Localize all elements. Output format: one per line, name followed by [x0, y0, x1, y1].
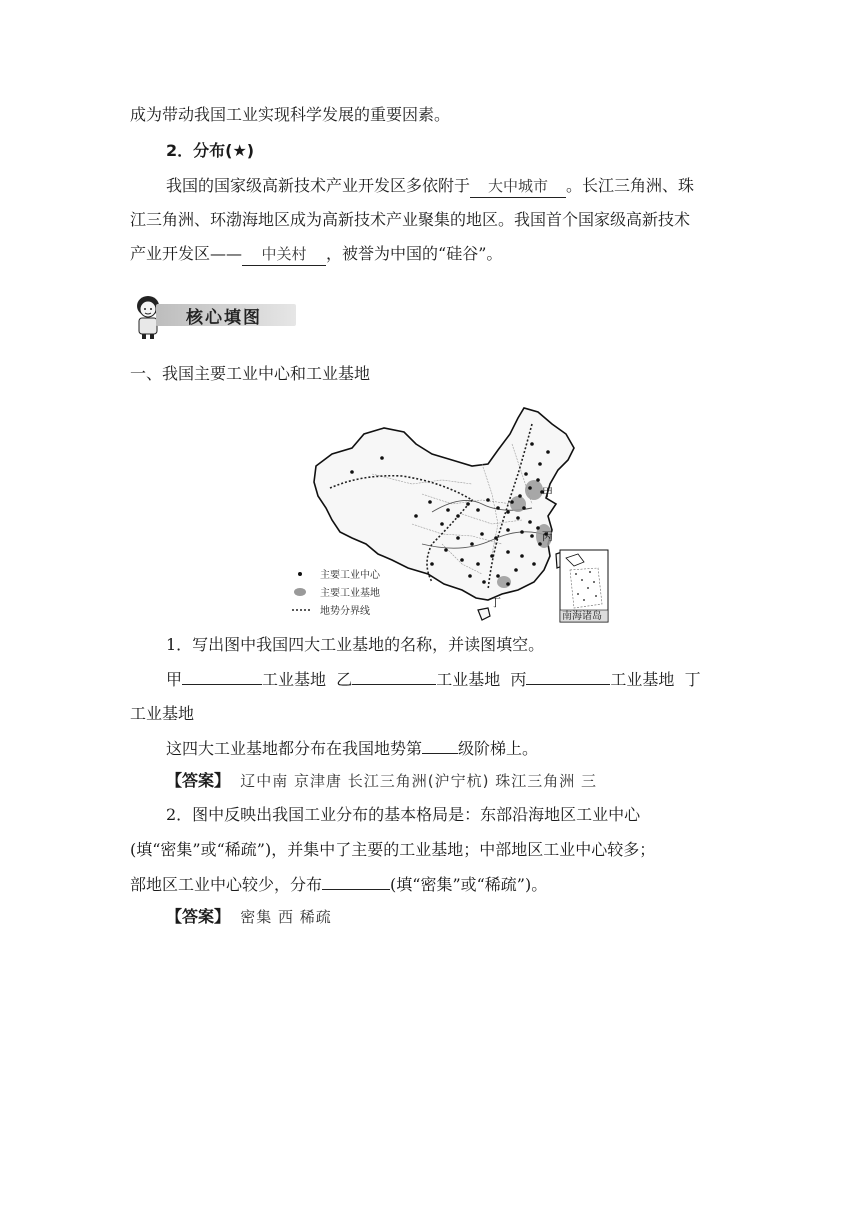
text: ，被誉为中国的“硅谷”。 [326, 244, 503, 263]
question-2-answer [166, 906, 332, 928]
label-jia: 甲 [542, 486, 553, 499]
answer-label: 【答案】 [166, 907, 231, 926]
label-bing: 丙 [510, 670, 527, 689]
base-jia [525, 480, 543, 500]
blank-steps[interactable] [422, 737, 458, 754]
question-1-prompt: 1．写出图中我国四大工业基地的名称，并读图填空。 [166, 635, 545, 654]
label-jia: 甲 [166, 670, 183, 689]
legend-item-boundary: 地势分界线 [320, 606, 370, 617]
blank-yi[interactable] [352, 668, 436, 685]
label-bing: 丙 [542, 530, 553, 543]
paragraph-line: 成为带动我国工业实现科学发展的重要因素。 [130, 105, 451, 124]
banner-title: 核心填图 [186, 308, 262, 328]
answer-label: 【答案】 [166, 771, 231, 790]
question-2-line1: 2．图中反映出我国工业分布的基本格局是：东部沿海地区工业中心 [166, 805, 641, 824]
text: 这四大工业基地都分布在我国地势第 [166, 739, 423, 758]
question-1-wrap: 工业基地 [130, 704, 195, 723]
paragraph-line [166, 175, 694, 198]
blank-bing[interactable] [526, 668, 610, 685]
answer-underline: 中关村 [242, 243, 326, 266]
question-2-line3 [130, 873, 547, 896]
text: 。长江三角洲、珠 [566, 176, 695, 195]
question-1-blanks [166, 668, 701, 691]
label-yi: 乙 [336, 670, 353, 689]
paragraph-line [130, 243, 502, 266]
legend-item-center: 主要工业中心 [320, 570, 380, 581]
text: 工业基地 [610, 670, 675, 689]
label-ding: 丁 [490, 596, 501, 609]
answer-underline: 大中城市 [470, 175, 566, 198]
question-1-steps [166, 737, 538, 760]
inset-label: 南海诸岛 [562, 611, 602, 622]
text: 产业开发区—— [130, 244, 243, 263]
answer-text: 辽中南 京津唐 长江三角洲(沪宁杭) 珠江三角洲 三 [240, 772, 597, 790]
question-1-answer [166, 770, 597, 792]
subheading-distribution: 2．分布(★) [166, 141, 255, 160]
section-title: 一、我国主要工业中心和工业基地 [130, 364, 371, 383]
text: 工业基地 [262, 670, 327, 689]
label-ding: 丁 [684, 670, 701, 689]
text: 部地区工业中心较少，分布 [130, 875, 323, 894]
china-industry-map [312, 404, 612, 626]
text: 我国的国家级高新技术产业开发区多依附于 [166, 176, 471, 195]
text: 级阶梯上。 [458, 739, 539, 758]
section-banner [128, 292, 300, 340]
legend-item-base: 主要工业基地 [320, 588, 380, 599]
question-2-line2: (填“密集”或“稀疏”)，并集中了主要的工业基地；中部地区工业中心较多； [130, 840, 656, 859]
text: 工业基地 [436, 670, 501, 689]
answer-text: 密集 西 稀疏 [240, 908, 332, 926]
blank-jia[interactable] [182, 668, 262, 685]
blank-sparse[interactable] [322, 873, 390, 890]
text: (填“密集”或“稀疏”)。 [390, 875, 548, 894]
paragraph-line: 江三角洲、环渤海地区成为高新技术产业聚集的地区。我国首个国家级高新技术 [130, 210, 691, 229]
